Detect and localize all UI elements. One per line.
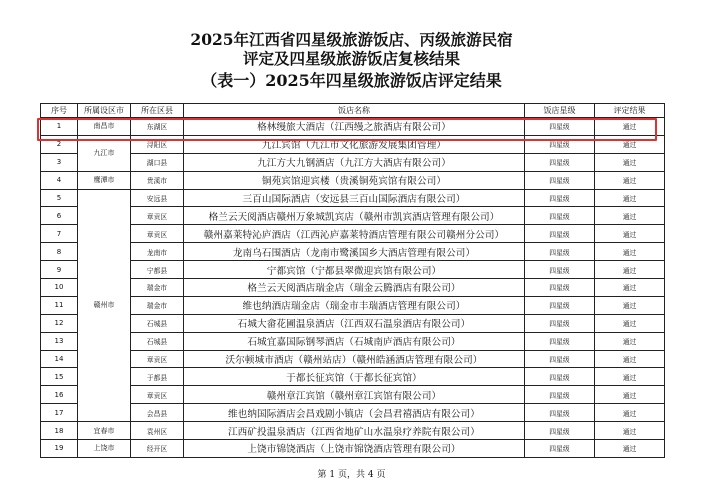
table-row <box>41 296 665 314</box>
header-star: 饭店星级 <box>525 104 595 118</box>
table-row <box>41 440 665 458</box>
row-no: 1 <box>41 118 78 136</box>
row-district: 湖口县 <box>131 153 184 171</box>
row-star: 四星级 <box>525 404 595 422</box>
table-row <box>41 332 665 350</box>
row-district: 石城县 <box>131 314 184 332</box>
results-table <box>40 103 665 458</box>
table-row <box>41 350 665 368</box>
row-result: 通过 <box>595 118 665 136</box>
row-no: 9 <box>41 261 78 279</box>
row-district: 袁州区 <box>131 422 184 440</box>
row-district: 瑞金市 <box>131 296 184 314</box>
row-hotel-name: 于都长征宾馆（于都长征宾馆） <box>184 368 525 386</box>
row-star: 四星级 <box>525 243 595 261</box>
row-result: 通过 <box>595 153 665 171</box>
page-footer: 第 1 页，共 4 页 <box>317 470 386 480</box>
row-result: 通过 <box>595 386 665 404</box>
header-hotel-name: 饭店名称 <box>184 104 525 118</box>
table-row <box>41 386 665 404</box>
row-no: 2 <box>41 135 78 153</box>
row-city: 宜春市 <box>78 422 131 440</box>
row-district: 章贡区 <box>131 386 184 404</box>
row-star: 四星级 <box>525 189 595 207</box>
row-star: 四星级 <box>525 296 595 314</box>
table-row <box>41 368 665 386</box>
title-line-1: 2025年江西省四星级旅游饭店、丙级旅游民宿 <box>190 30 513 49</box>
table-row <box>41 261 665 279</box>
row-hotel-name: 维也纳国际酒店会昌戏剧小镇店（会昌君禧酒店有限公司） <box>184 404 525 422</box>
header-district: 所在区县 <box>131 104 184 118</box>
row-no: 15 <box>41 368 78 386</box>
title-line-2: 评定及四星级旅游饭店复核结果 <box>242 49 460 68</box>
row-result: 通过 <box>595 422 665 440</box>
row-star: 四星级 <box>525 225 595 243</box>
row-no: 18 <box>41 422 78 440</box>
row-star: 四星级 <box>525 153 595 171</box>
row-no: 16 <box>41 386 78 404</box>
row-no: 12 <box>41 314 78 332</box>
row-no: 13 <box>41 332 78 350</box>
row-district: 安远县 <box>131 189 184 207</box>
table-row <box>41 243 665 261</box>
row-result: 通过 <box>595 350 665 368</box>
row-hotel-name: 江西矿投温泉酒店（江西省地矿山水温泉疗养院有限公司） <box>184 422 525 440</box>
row-city: 九江市 <box>78 135 131 171</box>
row-district: 贵溪市 <box>131 171 184 189</box>
row-result: 通过 <box>595 332 665 350</box>
row-city: 赣州市 <box>78 189 131 422</box>
row-district: 经开区 <box>131 440 184 458</box>
header-city: 所属设区市 <box>78 104 131 118</box>
row-district: 章贡区 <box>131 350 184 368</box>
row-city: 南昌市 <box>78 118 131 136</box>
header-no: 序号 <box>41 104 78 118</box>
row-result: 通过 <box>595 314 665 332</box>
row-no: 11 <box>41 296 78 314</box>
row-result: 通过 <box>595 189 665 207</box>
row-district: 石城县 <box>131 332 184 350</box>
row-hotel-name: 龙南乌石围酒店（龙南市鹭溪国乡大酒店管理有限公司） <box>184 243 525 261</box>
row-result: 通过 <box>595 261 665 279</box>
row-star: 四星级 <box>525 118 595 136</box>
row-hotel-name: 九江宾馆（九江市文化旅游发展集团管理） <box>184 135 525 153</box>
row-star: 四星级 <box>525 261 595 279</box>
row-hotel-name: 维也纳酒店瑞金店（瑞金市丰瑞酒店管理有限公司） <box>184 296 525 314</box>
row-result: 通过 <box>595 225 665 243</box>
row-hotel-name: 赣州章江宾馆（赣州章江宾馆有限公司） <box>184 386 525 404</box>
row-district: 章贡区 <box>131 225 184 243</box>
table-row <box>41 207 665 225</box>
row-no: 4 <box>41 171 78 189</box>
row-no: 7 <box>41 225 78 243</box>
row-hotel-name: 格兰云天阅酒店瑞金店（瑞金云腾酒店有限公司） <box>184 279 525 297</box>
row-no: 19 <box>41 440 78 458</box>
row-star: 四星级 <box>525 314 595 332</box>
row-hotel-name: 赣州嘉莱特沁庐酒店（江西沁庐嘉莱特酒店管理有限公司赣州分公司） <box>184 225 525 243</box>
table-row <box>41 404 665 422</box>
row-district: 东湖区 <box>131 118 184 136</box>
table-row <box>41 118 665 136</box>
table-row <box>41 279 665 297</box>
row-result: 通过 <box>595 243 665 261</box>
row-hotel-name: 九江方大九钢酒店（九江方大酒店有限公司） <box>184 153 525 171</box>
row-star: 四星级 <box>525 368 595 386</box>
row-result: 通过 <box>595 207 665 225</box>
row-city: 上饶市 <box>78 440 131 458</box>
table-row <box>41 225 665 243</box>
row-no: 8 <box>41 243 78 261</box>
row-hotel-name: 三百山国际酒店（安远县三百山国际酒店有限公司） <box>184 189 525 207</box>
row-district: 宁都县 <box>131 261 184 279</box>
row-result: 通过 <box>595 279 665 297</box>
row-star: 四星级 <box>525 440 595 458</box>
table-row <box>41 171 665 189</box>
table-row <box>41 135 665 153</box>
row-hotel-name: 石城宜嘉国际钢琴酒店（石城南庐酒店有限公司） <box>184 332 525 350</box>
row-result: 通过 <box>595 296 665 314</box>
table-row <box>41 314 665 332</box>
row-result: 通过 <box>595 171 665 189</box>
row-no: 14 <box>41 350 78 368</box>
row-star: 四星级 <box>525 207 595 225</box>
row-hotel-name: 沃尔顿城市酒店（赣州站店）（赣州皓涵酒店管理有限公司） <box>184 350 525 368</box>
row-star: 四星级 <box>525 171 595 189</box>
row-no: 5 <box>41 189 78 207</box>
row-city: 鹰潭市 <box>78 171 131 189</box>
row-result: 通过 <box>595 368 665 386</box>
table-header-row <box>41 104 665 118</box>
title-line-3: （表一）2025年四星级旅游饭店评定结果 <box>201 71 502 90</box>
row-hotel-name: 铜苑宾馆迎宾楼（贵溪铜苑宾馆有限公司） <box>184 171 525 189</box>
row-hotel-name: 格兰云天阅酒店赣州万象城凯宾店（赣州市凯宾酒店管理有限公司） <box>184 207 525 225</box>
row-district: 于都县 <box>131 368 184 386</box>
row-no: 17 <box>41 404 78 422</box>
row-star: 四星级 <box>525 279 595 297</box>
row-star: 四星级 <box>525 422 595 440</box>
row-star: 四星级 <box>525 350 595 368</box>
row-result: 通过 <box>595 135 665 153</box>
row-no: 10 <box>41 279 78 297</box>
row-result: 通过 <box>595 404 665 422</box>
table-row <box>41 189 665 207</box>
header-result: 评定结果 <box>595 104 665 118</box>
row-hotel-name: 石城大畲花圃温泉酒店（江西双石温泉酒店有限公司） <box>184 314 525 332</box>
row-hotel-name: 宁都宾馆（宁都县翠微迎宾馆有限公司） <box>184 261 525 279</box>
row-district: 浔阳区 <box>131 135 184 153</box>
row-district: 瑞金市 <box>131 279 184 297</box>
row-district: 章贡区 <box>131 207 184 225</box>
row-star: 四星级 <box>525 386 595 404</box>
table-row <box>41 153 665 171</box>
row-star: 四星级 <box>525 332 595 350</box>
row-star: 四星级 <box>525 135 595 153</box>
row-hotel-name: 上饶市锦饶酒店（上饶市锦饶酒店管理有限公司） <box>184 440 525 458</box>
row-no: 6 <box>41 207 78 225</box>
row-district: 龙南市 <box>131 243 184 261</box>
row-district: 会昌县 <box>131 404 184 422</box>
table-row <box>41 422 665 440</box>
row-result: 通过 <box>595 440 665 458</box>
row-hotel-name: 格林缦旅大酒店（江西缦之旅酒店有限公司） <box>184 118 525 136</box>
row-no: 3 <box>41 153 78 171</box>
